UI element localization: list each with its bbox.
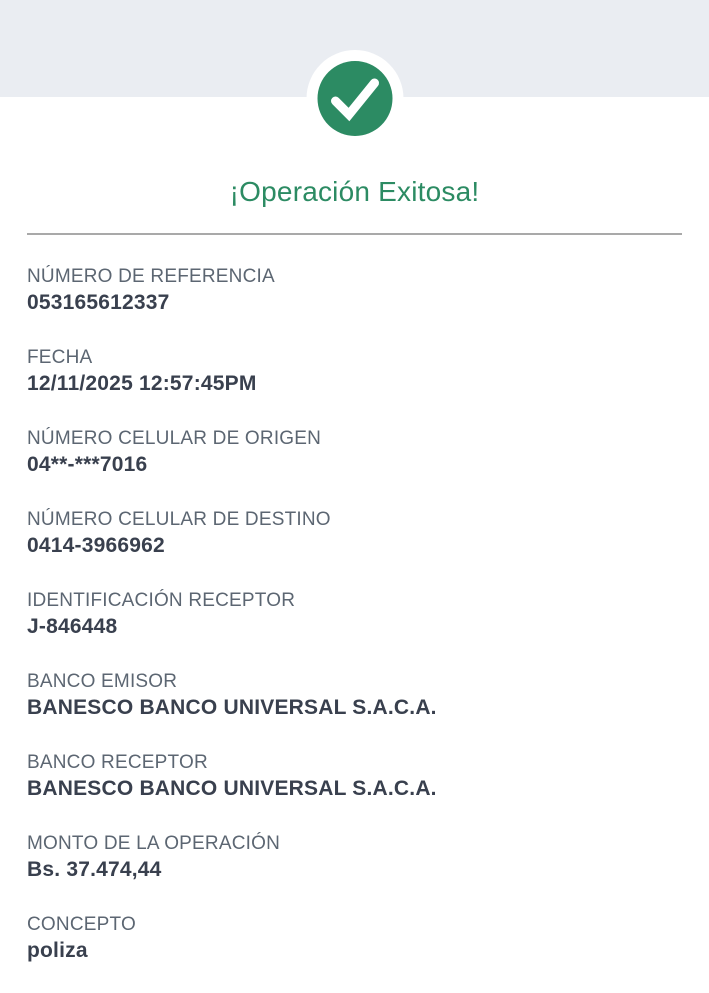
field-value: 12/11/2025 12:57:45PM <box>27 372 257 395</box>
field-label: IDENTIFICACIÓN RECEPTOR <box>27 590 296 611</box>
success-icon-halo <box>306 50 403 147</box>
field-label: FECHA <box>27 347 93 368</box>
field-label: BANCO EMISOR <box>27 671 178 692</box>
page-title: ¡Operación Exitosa! <box>229 176 480 207</box>
field-label: CONCEPTO <box>27 914 136 935</box>
field-numero-de-referencia <box>27 265 682 316</box>
field-value: poliza <box>27 939 88 962</box>
field-celular-destino <box>27 508 682 559</box>
field-value: J-846448 <box>27 615 118 638</box>
field-identificacion-receptor <box>27 589 682 640</box>
field-monto-operacion <box>27 832 682 883</box>
field-value: BANESCO BANCO UNIVERSAL S.A.C.A. <box>27 777 437 800</box>
field-value: 053165612337 <box>27 291 170 314</box>
field-value: 04**-***7016 <box>27 453 148 476</box>
field-value: BANESCO BANCO UNIVERSAL S.A.C.A. <box>27 696 437 719</box>
field-label: NÚMERO CELULAR DE ORIGEN <box>27 428 322 449</box>
field-fecha <box>27 346 682 397</box>
field-label: MONTO DE LA OPERACIÓN <box>27 833 281 854</box>
field-label: NÚMERO DE REFERENCIA <box>27 266 275 287</box>
receipt-fields <box>0 235 709 964</box>
field-label: BANCO RECEPTOR <box>27 752 208 773</box>
field-value: Bs. 37.474,44 <box>27 858 162 881</box>
field-label: NÚMERO CELULAR DE DESTINO <box>27 509 331 530</box>
field-value: 0414-3966962 <box>27 534 165 557</box>
field-celular-origen <box>27 427 682 478</box>
field-banco-receptor <box>27 751 682 802</box>
success-badge <box>317 61 392 136</box>
check-icon <box>317 61 393 137</box>
field-concepto <box>27 913 682 964</box>
field-banco-emisor <box>27 670 682 721</box>
